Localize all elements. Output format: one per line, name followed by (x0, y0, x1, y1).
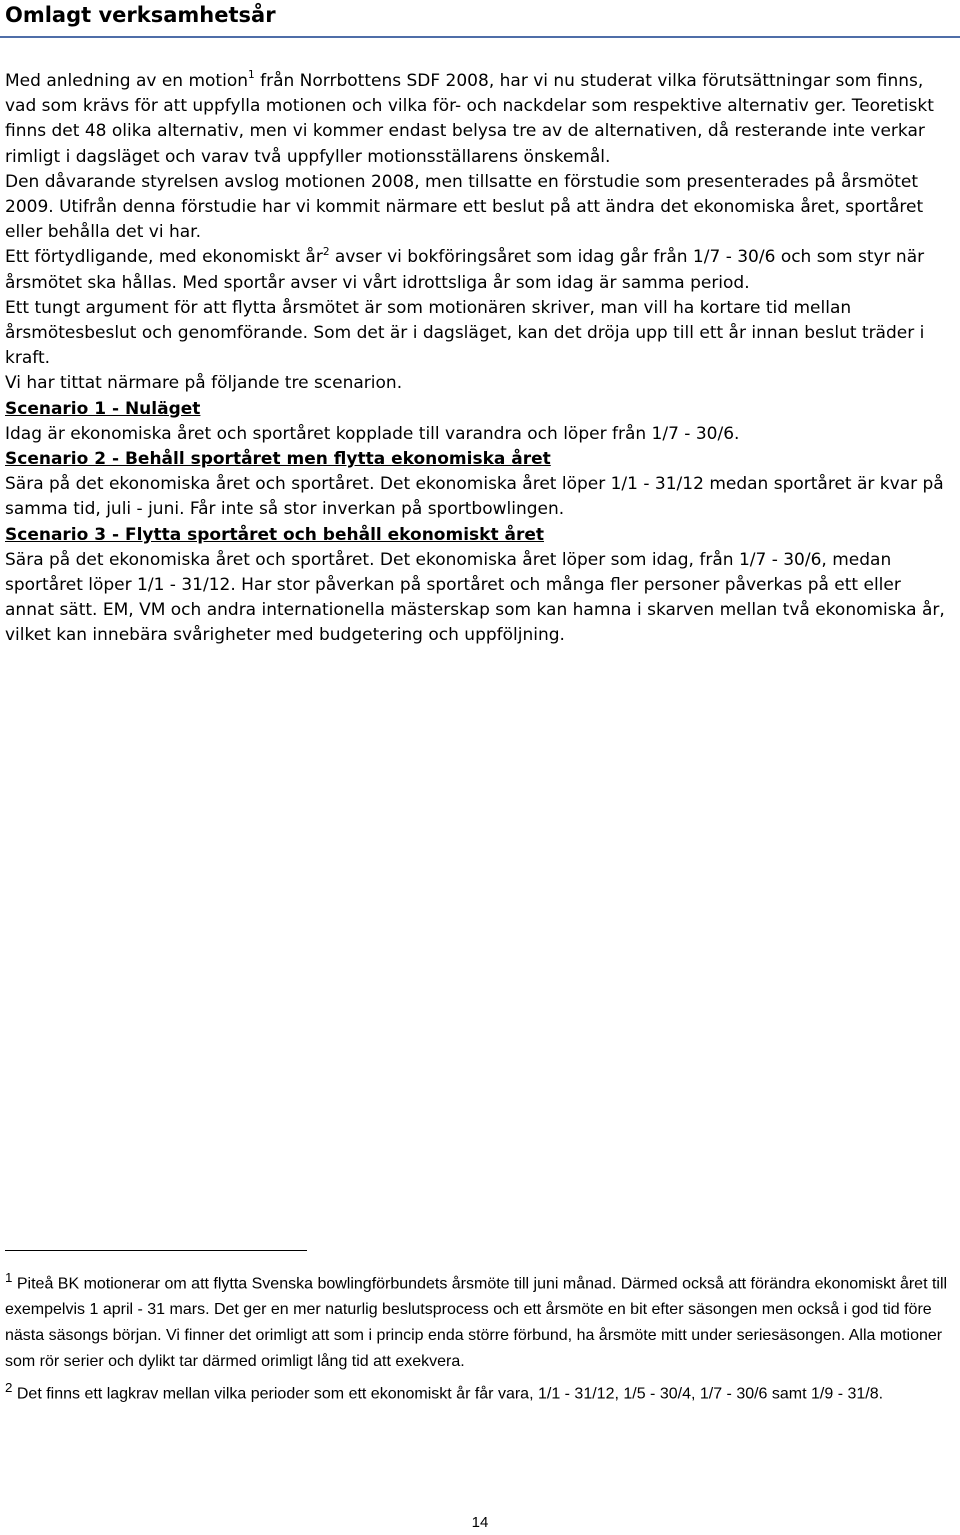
paragraph-text: Med anledning av en motion (5, 71, 248, 91)
document-body (5, 69, 953, 649)
footnote-mark-2: 2 (5, 1380, 13, 1396)
paragraph-board-decision: Den dåvarande styrelsen avslog motionen 2008, men tillsatte en förstudie som presenterades på årsmötet 2009. Utifrån denna förstudie har vi kommit närmare ett beslut på att ändra det ekonomiska året, sportåret eller behålla det vi har. (5, 171, 924, 243)
footnote-separator (5, 1250, 307, 1251)
page-number: 14 (471, 1514, 489, 1531)
scenario-3-text: Sära på det ekonomiska året och sportåret. Det ekonomiska året löper som idag, från 1/7 - 30/6, medan sportåret löper 1/1 - 31/12. Har stor påverkan på sportåret och många fler personer påverkas på ett eller annat sätt. EM, VM och andra internationella mästerskap som kan hamna i skarven mellan två ekonomiska år, vilket kan innebära svårigheter med budgetering och uppföljning. (5, 549, 945, 646)
page-title: Omlagt verksamhetsår (5, 3, 276, 27)
paragraph-text: avser vi bokföringsåret som idag går från 1/7 - 30/6 och som styr när årsmötet ska hållas. Med sportår avser vi vårt idrottsliga år som idag är samma period. (5, 247, 925, 293)
footnote-reference-1[interactable]: 1 (248, 69, 255, 82)
scenario-1-heading: Scenario 1 - Nuläget (5, 398, 201, 419)
paragraph-clarification (5, 245, 953, 295)
scenario-1-text: Idag är ekonomiska året och sportåret kopplade till varandra och löper från 1/7 - 30/6. (5, 423, 740, 444)
footnote-mark-1: 1 (5, 1270, 13, 1285)
footnote-1 (5, 1265, 953, 1375)
paragraph-intro (5, 69, 953, 170)
paragraph-text: Ett förtydligande, med ekonomiskt år (5, 247, 323, 268)
footnote-reference-2[interactable]: 2 (322, 245, 330, 258)
footnote-1-text: Piteå BK motionerar om att flytta Svenska bowlingförbundets årsmöte till juni månad. Därmed också att förändra ekonomiskt året till exempelvis 1 april - 31 mars. Det ger en mer naturlig beslutsprocess och ett årsmöte en bit efter säsongen men också i god tid före nästa säsongs början. Vi finner det orimligt att som i princip enda större förbund, ha årsmöte mitt under seriesäsongen. Alla motioner som rör serier och dylikt tar därmed orimligt lång tid att exekvera. (5, 1275, 948, 1371)
scenario-2-heading: Scenario 2 - Behåll sportåret men flytta ekonomiska året (5, 449, 551, 470)
paragraph-scenarios-intro: Vi har tittat närmare på följande tre scenarion. (5, 373, 403, 394)
paragraph-argument: Ett tungt argument för att flytta årsmötet är som motionären skriver, man vill ha kortare tid mellan årsmötesbeslut och genomförande. Som det är i dagsläget, kan det dröja upp till ett år innan beslut träder i kraft. (5, 297, 925, 369)
page-header (0, 0, 960, 38)
scenario-3-heading: Scenario 3 - Flytta sportåret och behåll ekonomiskt året (5, 524, 545, 545)
scenario-2-text: Sära på det ekonomiska året och sportåret. Det ekonomiska året löper 1/1 - 31/12 medan sportåret är kvar på samma tid, juli - juni. Får inte så stor inverkan på sportbowlingen. (5, 474, 944, 520)
paragraph-text: från Norrbottens SDF 2008, har vi nu studerat vilka förutsättningar som finns, vad som krävs för att uppfylla motionen och vilka för- och nackdelar som respektive alternativ ger. Teoretiskt finns det 48 olika alternativ, men vi kommer endast belysa tre av de alternativen, då resterande inte verkar rimligt i dagsläget och varav två uppfyller motionsställarens önskemål. (5, 71, 934, 167)
footnotes (5, 1265, 953, 1408)
footnote-2 (5, 1375, 953, 1407)
footnote-2-text: Det finns ett lagkrav mellan vilka perioder som ett ekonomiskt år får vara, 1/1 - 31/12, 1/5 - 30/4, 1/7 - 30/6 samt 1/9 - 31/8. (12, 1385, 884, 1403)
